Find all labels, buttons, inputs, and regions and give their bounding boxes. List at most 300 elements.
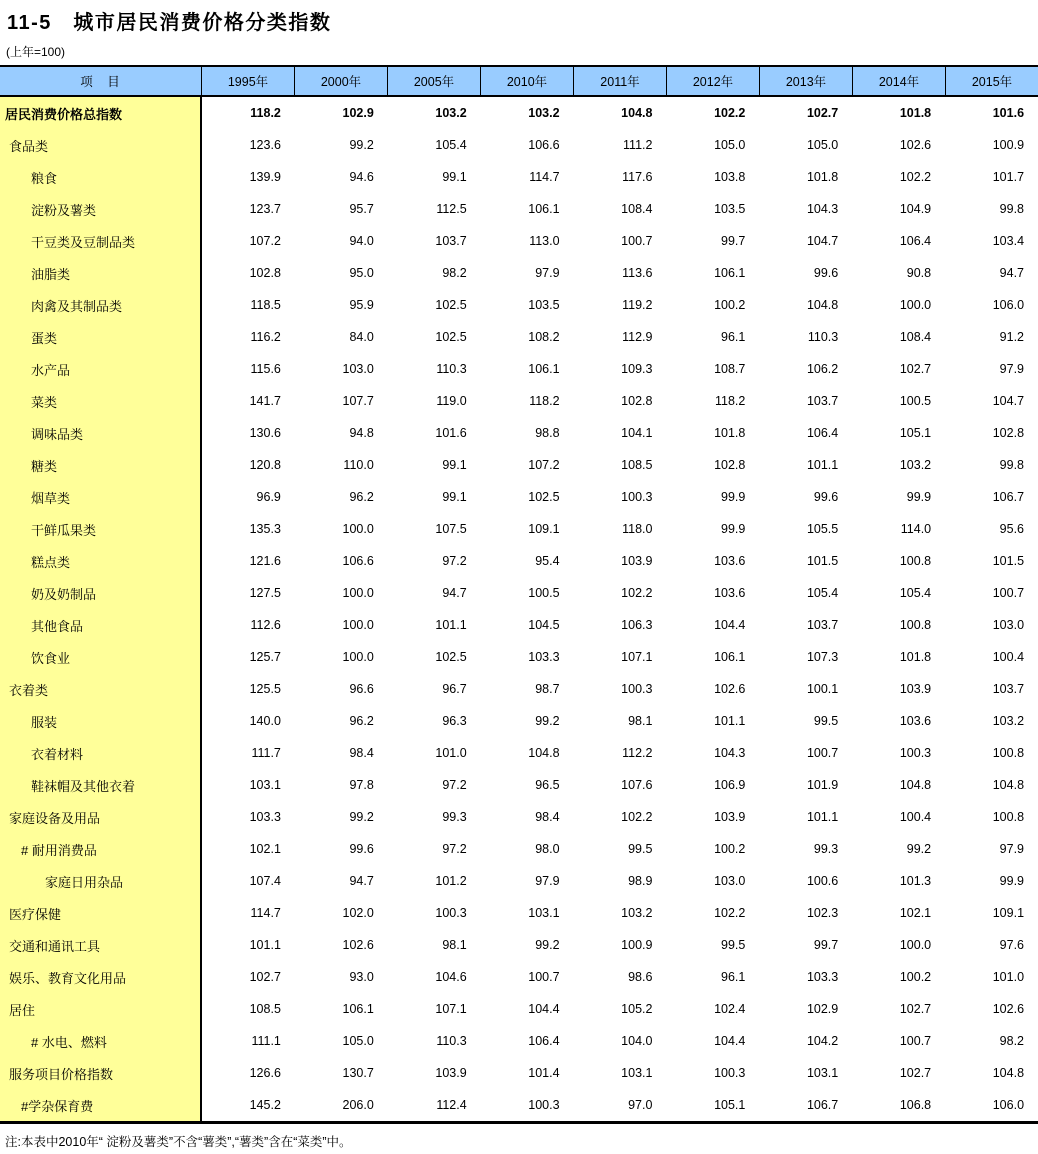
value-cell: 105.4 bbox=[806, 586, 839, 600]
value-cell: 106.1 bbox=[714, 650, 746, 664]
value-cell: 99.2 bbox=[349, 810, 374, 824]
value-cell: 104.8 bbox=[899, 778, 932, 792]
table-row bbox=[0, 321, 1038, 353]
value-cell: 99.2 bbox=[906, 842, 932, 856]
value-cell: 102.2 bbox=[621, 586, 653, 600]
value-cell: 90.8 bbox=[906, 266, 932, 280]
table-row bbox=[0, 289, 1038, 321]
value-cell: 102.5 bbox=[435, 650, 467, 664]
year-column-header: 2012年 bbox=[667, 67, 760, 95]
value-cell: 104.9 bbox=[899, 202, 932, 216]
value-cell: 102.6 bbox=[342, 938, 374, 952]
value-cell: 99.6 bbox=[813, 266, 839, 280]
row-label: 干鲜瓜果类 bbox=[0, 513, 202, 545]
value-cell: 96.5 bbox=[535, 778, 560, 792]
row-label: 医疗保健 bbox=[0, 897, 202, 929]
row-label: 家庭设备及用品 bbox=[0, 801, 202, 833]
value-cell: 100.7 bbox=[621, 234, 653, 248]
value-cell: 101.5 bbox=[992, 554, 1025, 568]
value-cell: 100.5 bbox=[899, 394, 932, 408]
value-cell: 106.1 bbox=[528, 362, 560, 376]
value-cell: 110.3 bbox=[807, 330, 839, 344]
value-cell: 99.2 bbox=[535, 938, 560, 952]
row-label: # 耐用消费品 bbox=[0, 833, 202, 865]
value-cell: 97.0 bbox=[628, 1098, 653, 1112]
table-row bbox=[0, 577, 1038, 609]
value-cell: 116.2 bbox=[250, 330, 281, 344]
value-cell: 100.8 bbox=[992, 810, 1025, 824]
value-cell: 100.0 bbox=[899, 298, 932, 312]
value-cell: 108.7 bbox=[714, 362, 746, 376]
value-cell: 103.0 bbox=[342, 362, 374, 376]
row-label: 水产品 bbox=[0, 353, 202, 385]
value-cell: 102.4 bbox=[714, 1002, 746, 1016]
value-cell: 102.8 bbox=[249, 266, 281, 280]
value-cell: 97.2 bbox=[442, 554, 467, 568]
value-cell: 101.0 bbox=[435, 746, 467, 760]
value-cell: 100.6 bbox=[806, 874, 839, 888]
value-cell: 98.1 bbox=[628, 714, 653, 728]
value-cell: 111.2 bbox=[623, 138, 653, 152]
value-cell: 110.0 bbox=[343, 458, 374, 472]
value-cell: 99.6 bbox=[813, 490, 839, 504]
value-cell: 118.0 bbox=[622, 522, 653, 536]
table-row bbox=[0, 545, 1038, 577]
value-cell: 101.1 bbox=[806, 810, 839, 824]
table-row bbox=[0, 961, 1038, 993]
value-cell: 104.8 bbox=[806, 298, 839, 312]
table-row bbox=[0, 161, 1038, 193]
value-cell: 108.2 bbox=[528, 330, 560, 344]
value-cell: 103.4 bbox=[992, 234, 1025, 248]
value-cell: 103.9 bbox=[621, 554, 653, 568]
value-cell: 102.6 bbox=[899, 138, 932, 152]
value-cell: 107.1 bbox=[621, 650, 653, 664]
row-label: #学杂保育费 bbox=[0, 1089, 202, 1121]
value-cell: 115.6 bbox=[250, 362, 281, 376]
value-cell: 107.4 bbox=[249, 874, 281, 888]
value-cell: 102.6 bbox=[714, 682, 746, 696]
value-cell: 121.6 bbox=[249, 554, 281, 568]
value-cell: 109.3 bbox=[621, 362, 653, 376]
table-row bbox=[0, 673, 1038, 705]
page-subtitle: (上年=100) bbox=[6, 45, 66, 59]
value-cell: 106.4 bbox=[528, 1034, 560, 1048]
value-cell: 206.0 bbox=[342, 1098, 374, 1112]
value-cell: 100.0 bbox=[342, 618, 374, 632]
value-cell: 100.3 bbox=[435, 906, 467, 920]
value-cell: 103.8 bbox=[714, 170, 746, 184]
value-cell: 102.9 bbox=[342, 106, 374, 120]
year-column-header: 2000年 bbox=[295, 67, 388, 95]
value-cell: 106.2 bbox=[806, 362, 839, 376]
value-cell: 103.1 bbox=[528, 906, 560, 920]
value-cell: 113.6 bbox=[622, 266, 653, 280]
value-cell: 103.6 bbox=[714, 586, 746, 600]
value-cell: 135.3 bbox=[249, 522, 281, 536]
value-cell: 103.7 bbox=[806, 394, 839, 408]
value-cell: 103.2 bbox=[435, 106, 467, 120]
value-cell: 112.6 bbox=[250, 618, 281, 632]
value-cell: 110.3 bbox=[436, 1034, 467, 1048]
value-cell: 100.9 bbox=[621, 938, 653, 952]
value-cell: 99.6 bbox=[349, 842, 374, 856]
row-label: # 水电、燃料 bbox=[0, 1025, 202, 1057]
value-cell: 104.4 bbox=[528, 1002, 560, 1016]
value-cell: 107.3 bbox=[806, 650, 839, 664]
value-cell: 100.0 bbox=[899, 938, 932, 952]
value-cell: 100.8 bbox=[899, 618, 932, 632]
value-cell: 99.2 bbox=[349, 138, 374, 152]
table-row bbox=[0, 193, 1038, 225]
table-row bbox=[0, 417, 1038, 449]
value-cell: 108.5 bbox=[621, 458, 653, 472]
value-cell: 104.8 bbox=[621, 106, 653, 120]
value-cell: 105.5 bbox=[806, 522, 839, 536]
value-cell: 103.7 bbox=[435, 234, 467, 248]
value-cell: 103.9 bbox=[435, 1066, 467, 1080]
value-cell: 104.8 bbox=[528, 746, 560, 760]
row-label: 奶及奶制品 bbox=[0, 577, 202, 609]
value-cell: 120.8 bbox=[249, 458, 281, 472]
item-column-header: 项 目 bbox=[0, 67, 202, 95]
year-column-header: 2010年 bbox=[481, 67, 574, 95]
value-cell: 94.8 bbox=[349, 426, 374, 440]
value-cell: 99.9 bbox=[721, 522, 746, 536]
value-cell: 101.1 bbox=[249, 938, 281, 952]
value-cell: 101.8 bbox=[899, 106, 932, 120]
value-cell: 100.7 bbox=[992, 586, 1025, 600]
value-cell: 109.1 bbox=[528, 522, 560, 536]
value-cell: 91.2 bbox=[999, 330, 1025, 344]
value-cell: 104.5 bbox=[528, 618, 560, 632]
value-cell: 112.4 bbox=[436, 1098, 467, 1112]
value-cell: 107.6 bbox=[621, 778, 653, 792]
value-cell: 102.3 bbox=[806, 906, 839, 920]
table-row bbox=[0, 449, 1038, 481]
value-cell: 106.1 bbox=[714, 266, 746, 280]
value-cell: 103.5 bbox=[528, 298, 560, 312]
row-label: 干豆类及豆制品类 bbox=[0, 225, 202, 257]
value-cell: 119.0 bbox=[436, 394, 467, 408]
value-cell: 102.2 bbox=[714, 106, 746, 120]
table-row bbox=[0, 865, 1038, 897]
value-cell: 97.2 bbox=[442, 778, 467, 792]
value-cell: 104.4 bbox=[714, 618, 746, 632]
value-cell: 98.7 bbox=[535, 682, 560, 696]
row-label: 娱乐、教育文化用品 bbox=[0, 961, 202, 993]
value-cell: 140.0 bbox=[249, 714, 281, 728]
table-row bbox=[0, 385, 1038, 417]
value-cell: 130.7 bbox=[342, 1066, 374, 1080]
value-cell: 102.7 bbox=[899, 1002, 932, 1016]
value-cell: 111.1 bbox=[251, 1034, 281, 1048]
value-cell: 102.8 bbox=[992, 426, 1025, 440]
value-cell: 101.1 bbox=[806, 458, 839, 472]
row-label: 服装 bbox=[0, 705, 202, 737]
row-label: 食品类 bbox=[0, 129, 202, 161]
value-cell: 97.9 bbox=[999, 842, 1025, 856]
value-cell: 102.2 bbox=[714, 906, 746, 920]
value-cell: 118.2 bbox=[529, 394, 560, 408]
value-cell: 99.1 bbox=[442, 170, 467, 184]
table-row bbox=[0, 481, 1038, 513]
table-row bbox=[0, 129, 1038, 161]
value-cell: 104.7 bbox=[806, 234, 839, 248]
value-cell: 103.6 bbox=[899, 714, 932, 728]
value-cell: 98.8 bbox=[535, 426, 560, 440]
value-cell: 102.6 bbox=[992, 1002, 1025, 1016]
value-cell: 96.1 bbox=[721, 330, 746, 344]
value-cell: 97.9 bbox=[535, 266, 560, 280]
value-cell: 94.7 bbox=[999, 266, 1025, 280]
value-cell: 102.5 bbox=[528, 490, 560, 504]
value-cell: 103.6 bbox=[714, 554, 746, 568]
value-cell: 106.8 bbox=[899, 1098, 932, 1112]
table-row bbox=[0, 257, 1038, 289]
row-label: 粮食 bbox=[0, 161, 202, 193]
value-cell: 106.4 bbox=[806, 426, 839, 440]
value-cell: 99.7 bbox=[813, 938, 839, 952]
row-label: 蛋类 bbox=[0, 321, 202, 353]
table-row bbox=[0, 769, 1038, 801]
value-cell: 103.1 bbox=[621, 1066, 653, 1080]
value-cell: 145.2 bbox=[249, 1098, 281, 1112]
table-row bbox=[0, 1057, 1038, 1089]
value-cell: 101.2 bbox=[435, 874, 467, 888]
value-cell: 103.0 bbox=[714, 874, 746, 888]
value-cell: 103.3 bbox=[806, 970, 839, 984]
value-cell: 125.5 bbox=[249, 682, 281, 696]
value-cell: 102.9 bbox=[806, 1002, 839, 1016]
row-label: 菜类 bbox=[0, 385, 202, 417]
row-label: 烟草类 bbox=[0, 481, 202, 513]
value-cell: 100.7 bbox=[806, 746, 839, 760]
value-cell: 98.2 bbox=[442, 266, 467, 280]
value-cell: 100.0 bbox=[342, 650, 374, 664]
value-cell: 106.1 bbox=[528, 202, 560, 216]
value-cell: 101.8 bbox=[806, 170, 839, 184]
value-cell: 103.9 bbox=[714, 810, 746, 824]
value-cell: 106.7 bbox=[806, 1098, 839, 1112]
row-label: 油脂类 bbox=[0, 257, 202, 289]
footnote: 注:本表中2010年“ 淀粉及薯类”不含“薯类”,“薯类”含在“菜类”中。 bbox=[5, 1135, 352, 1149]
value-cell: 95.0 bbox=[349, 266, 374, 280]
value-cell: 105.4 bbox=[435, 138, 467, 152]
value-cell: 104.3 bbox=[806, 202, 839, 216]
value-cell: 105.4 bbox=[899, 586, 932, 600]
value-cell: 105.2 bbox=[621, 1002, 653, 1016]
value-cell: 103.2 bbox=[899, 458, 932, 472]
value-cell: 108.4 bbox=[899, 330, 932, 344]
value-cell: 102.7 bbox=[249, 970, 281, 984]
value-cell: 114.0 bbox=[900, 522, 932, 536]
row-label: 鞋袜帽及其他衣着 bbox=[0, 769, 202, 801]
value-cell: 94.7 bbox=[442, 586, 467, 600]
value-cell: 100.7 bbox=[528, 970, 560, 984]
value-cell: 100.5 bbox=[528, 586, 560, 600]
page-title: 11-5 城市居民消费价格分类指数 bbox=[7, 12, 332, 34]
value-cell: 106.0 bbox=[992, 298, 1025, 312]
value-cell: 113.0 bbox=[529, 234, 560, 248]
value-cell: 103.3 bbox=[528, 650, 560, 664]
value-cell: 100.1 bbox=[806, 682, 839, 696]
value-cell: 96.7 bbox=[442, 682, 467, 696]
value-cell: 99.5 bbox=[813, 714, 839, 728]
value-cell: 98.2 bbox=[999, 1034, 1025, 1048]
value-cell: 101.1 bbox=[714, 714, 746, 728]
value-cell: 107.1 bbox=[435, 1002, 467, 1016]
value-cell: 94.0 bbox=[349, 234, 374, 248]
value-cell: 119.2 bbox=[622, 298, 653, 312]
value-cell: 102.0 bbox=[342, 906, 374, 920]
table-row bbox=[0, 833, 1038, 865]
table-row bbox=[0, 897, 1038, 929]
value-cell: 127.5 bbox=[249, 586, 281, 600]
value-cell: 101.9 bbox=[806, 778, 839, 792]
value-cell: 118.5 bbox=[250, 298, 281, 312]
year-column-header: 2013年 bbox=[760, 67, 853, 95]
value-cell: 107.2 bbox=[249, 234, 281, 248]
value-cell: 105.1 bbox=[899, 426, 932, 440]
value-cell: 84.0 bbox=[349, 330, 374, 344]
value-cell: 94.7 bbox=[349, 874, 374, 888]
row-label: 糖类 bbox=[0, 449, 202, 481]
value-cell: 99.2 bbox=[535, 714, 560, 728]
value-cell: 101.3 bbox=[899, 874, 932, 888]
value-cell: 102.8 bbox=[621, 394, 653, 408]
value-cell: 103.1 bbox=[806, 1066, 839, 1080]
value-cell: 107.5 bbox=[435, 522, 467, 536]
value-cell: 103.7 bbox=[806, 618, 839, 632]
row-label: 淀粉及薯类 bbox=[0, 193, 202, 225]
value-cell: 100.3 bbox=[899, 746, 932, 760]
value-cell: 95.6 bbox=[999, 522, 1025, 536]
value-cell: 103.0 bbox=[992, 618, 1025, 632]
value-cell: 103.2 bbox=[528, 106, 560, 120]
value-cell: 99.3 bbox=[442, 810, 467, 824]
table-row bbox=[0, 929, 1038, 961]
value-cell: 104.8 bbox=[992, 1066, 1025, 1080]
row-label: 衣着类 bbox=[0, 673, 202, 705]
value-cell: 104.8 bbox=[992, 778, 1025, 792]
value-cell: 105.0 bbox=[342, 1034, 374, 1048]
table-row bbox=[0, 513, 1038, 545]
value-cell: 130.6 bbox=[249, 426, 281, 440]
row-label: 交通和通讯工具 bbox=[0, 929, 202, 961]
value-cell: 102.1 bbox=[899, 906, 932, 920]
row-label: 居民消费价格总指数 bbox=[0, 97, 202, 129]
row-label: 糕点类 bbox=[0, 545, 202, 577]
value-cell: 100.2 bbox=[714, 298, 746, 312]
value-cell: 97.2 bbox=[442, 842, 467, 856]
value-cell: 108.5 bbox=[249, 1002, 281, 1016]
value-cell: 96.1 bbox=[721, 970, 746, 984]
row-label: 调味品类 bbox=[0, 417, 202, 449]
value-cell: 93.0 bbox=[349, 970, 374, 984]
value-cell: 101.5 bbox=[806, 554, 839, 568]
value-cell: 99.9 bbox=[906, 490, 932, 504]
value-cell: 125.7 bbox=[249, 650, 281, 664]
table-row bbox=[0, 1089, 1038, 1121]
row-label: 服务项目价格指数 bbox=[0, 1057, 202, 1089]
value-cell: 101.0 bbox=[992, 970, 1025, 984]
value-cell: 100.0 bbox=[342, 586, 374, 600]
value-cell: 103.3 bbox=[249, 810, 281, 824]
price-index-table bbox=[0, 65, 1038, 1124]
value-cell: 103.2 bbox=[621, 906, 653, 920]
value-cell: 100.9 bbox=[992, 138, 1025, 152]
value-cell: 106.4 bbox=[899, 234, 932, 248]
value-cell: 112.5 bbox=[436, 202, 467, 216]
value-cell: 104.1 bbox=[621, 426, 653, 440]
value-cell: 108.4 bbox=[621, 202, 653, 216]
table-row bbox=[0, 225, 1038, 257]
year-column-header: 2015年 bbox=[946, 67, 1038, 95]
value-cell: 97.9 bbox=[999, 362, 1025, 376]
value-cell: 99.1 bbox=[442, 490, 467, 504]
value-cell: 102.5 bbox=[435, 298, 467, 312]
value-cell: 106.6 bbox=[528, 138, 560, 152]
value-cell: 97.9 bbox=[535, 874, 560, 888]
value-cell: 106.7 bbox=[992, 490, 1025, 504]
value-cell: 98.1 bbox=[442, 938, 467, 952]
value-cell: 100.3 bbox=[528, 1098, 560, 1112]
value-cell: 104.3 bbox=[714, 746, 746, 760]
value-cell: 101.8 bbox=[714, 426, 746, 440]
value-cell: 103.9 bbox=[899, 682, 932, 696]
value-cell: 101.1 bbox=[435, 618, 467, 632]
value-cell: 126.6 bbox=[249, 1066, 281, 1080]
value-cell: 99.7 bbox=[721, 234, 746, 248]
row-label: 居住 bbox=[0, 993, 202, 1025]
table-row bbox=[0, 993, 1038, 1025]
value-cell: 102.5 bbox=[435, 330, 467, 344]
table-body bbox=[0, 97, 1038, 1121]
value-cell: 104.0 bbox=[621, 1034, 653, 1048]
value-cell: 100.3 bbox=[621, 682, 653, 696]
value-cell: 98.9 bbox=[628, 874, 653, 888]
value-cell: 105.0 bbox=[714, 138, 746, 152]
row-label: 衣着材料 bbox=[0, 737, 202, 769]
value-cell: 100.2 bbox=[899, 970, 932, 984]
value-cell: 106.9 bbox=[714, 778, 746, 792]
value-cell: 99.3 bbox=[813, 842, 839, 856]
value-cell: 100.8 bbox=[899, 554, 932, 568]
value-cell: 103.2 bbox=[992, 714, 1025, 728]
value-cell: 105.0 bbox=[806, 138, 839, 152]
value-cell: 102.7 bbox=[806, 106, 839, 120]
value-cell: 101.6 bbox=[992, 106, 1025, 120]
value-cell: 98.6 bbox=[628, 970, 653, 984]
value-cell: 102.8 bbox=[714, 458, 746, 472]
table-row bbox=[0, 801, 1038, 833]
value-cell: 94.6 bbox=[349, 170, 374, 184]
value-cell: 104.2 bbox=[806, 1034, 839, 1048]
row-label: 其他食品 bbox=[0, 609, 202, 641]
value-cell: 106.6 bbox=[342, 554, 374, 568]
value-cell: 123.7 bbox=[249, 202, 281, 216]
value-cell: 107.2 bbox=[528, 458, 560, 472]
value-cell: 117.6 bbox=[622, 170, 653, 184]
table-header-row bbox=[0, 67, 1038, 97]
value-cell: 96.6 bbox=[349, 682, 374, 696]
value-cell: 110.3 bbox=[436, 362, 467, 376]
value-cell: 101.6 bbox=[435, 426, 467, 440]
value-cell: 99.5 bbox=[721, 938, 746, 952]
value-cell: 105.1 bbox=[714, 1098, 746, 1112]
row-label: 肉禽及其制品类 bbox=[0, 289, 202, 321]
